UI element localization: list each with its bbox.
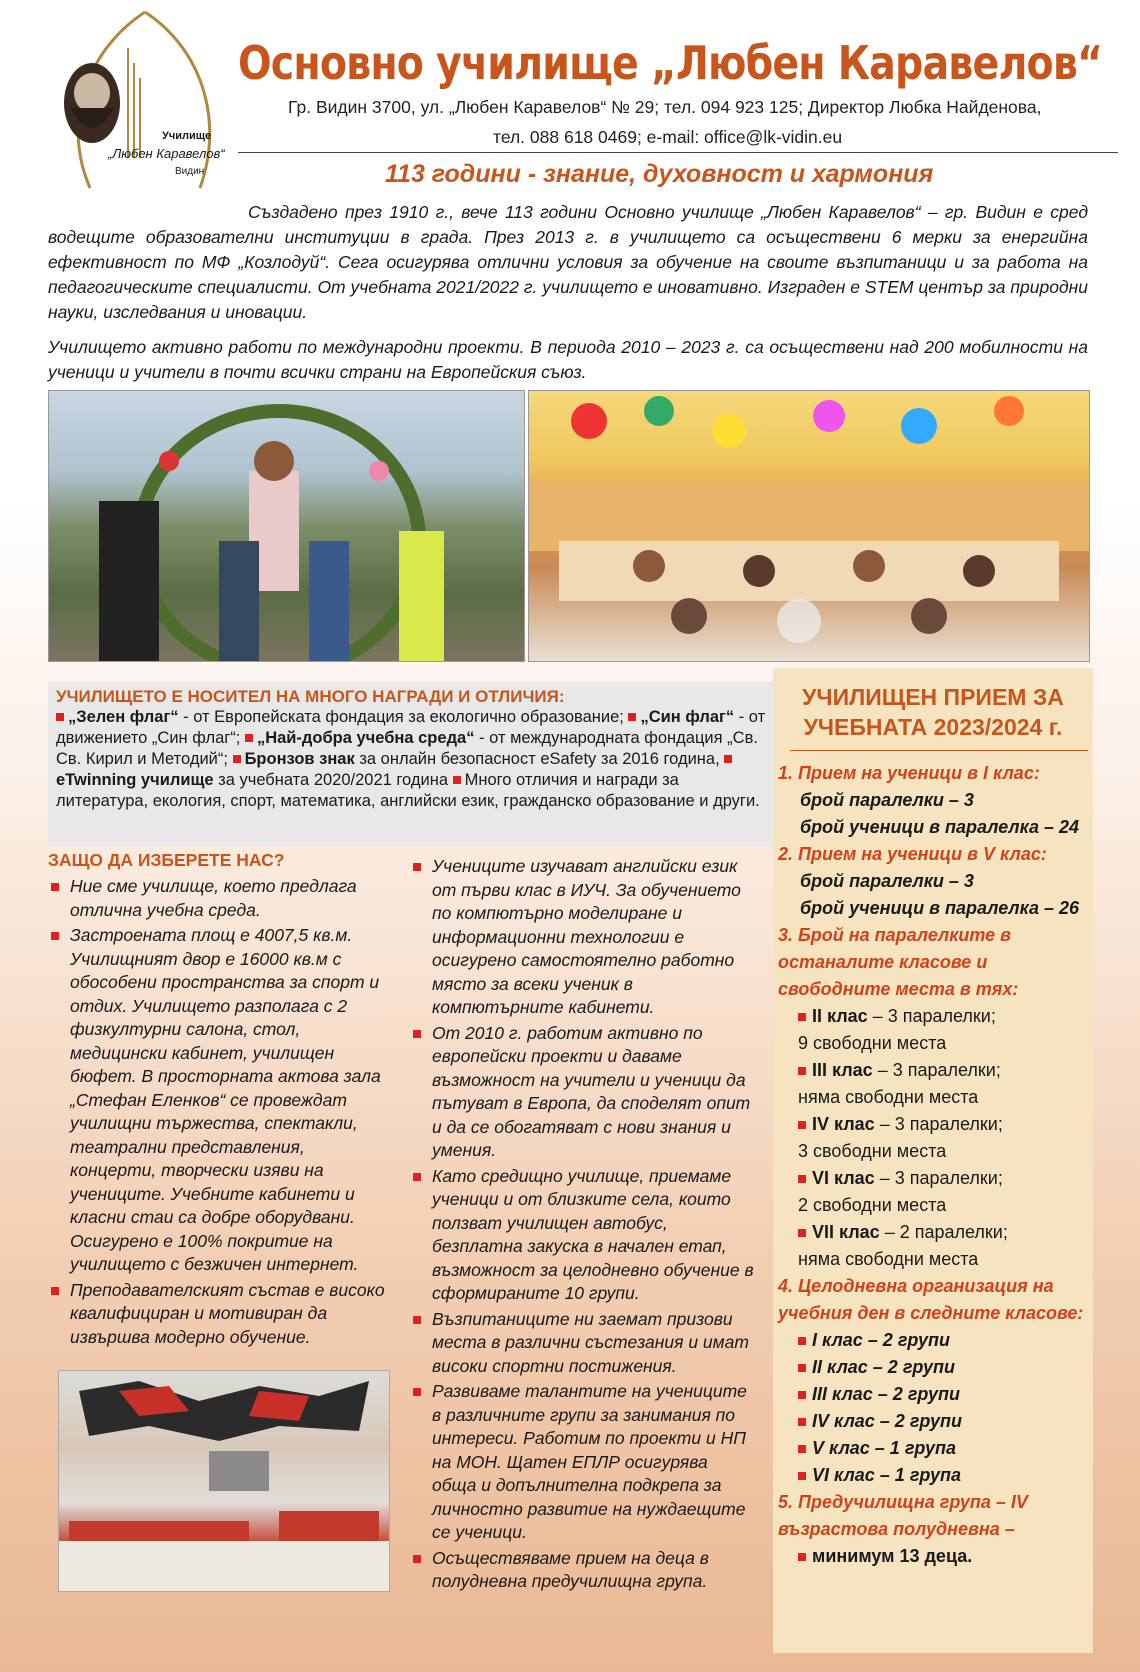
admission-title: УЧИЛИЩЕН ПРИЕМ ЗА УЧЕБНАТА 2023/2024 г. (802, 684, 1064, 740)
award-etwinning: eTwinning училище (56, 771, 214, 789)
bullet-icon (798, 1472, 806, 1480)
award-green-flag: „Зелен флаг“ (68, 708, 179, 726)
group-text: V клас – 1 група (812, 1438, 956, 1458)
class-row (778, 1003, 1088, 1057)
intro-paragraph-1: Създадено през 1910 г., вече 113 години Основно училище „Любен Каравелов“ – гр. Видин е сред водещите образователни институции в града. През 2013 г. в училището са осъществени 6 мерки за енергийна ефективност по МФ „Козлодуй“. Сега осигурява отлични условия за обучение на своите възпитаници и за работа на педагогическите специалисти. От учебната 2021/2022 г. училището е иновативно. Изграден е STEM център за природни науки, изследвания и иновации. (48, 202, 1088, 322)
classroom-balloons-photo-icon (529, 391, 1089, 661)
why-us-column-2 (410, 855, 755, 1596)
bullet-icon (56, 713, 64, 721)
class-free-places: няма свободни места (798, 1249, 979, 1269)
group-text: IV клас – 2 групи (812, 1411, 962, 1431)
class-name: VII клас (812, 1222, 880, 1242)
photo-first-day-arch (48, 390, 525, 662)
bullet-icon (798, 1364, 806, 1372)
award-text: - от Европейската фондация за екологично образование; (178, 708, 629, 726)
awards-title: УЧИЛИЩЕТО Е НОСИТЕЛ НА МНОГО НАГРАДИ И ОТЛИЧИЯ: (56, 687, 565, 706)
why-us-item: Преподавателският състав е високо квалифициран и мотивиран да извършва модерно обучение. (48, 1279, 388, 1350)
admission-heading-2: 2. Прием на ученици в V клас: (778, 844, 1047, 864)
class-free-places: 2 свободни места (798, 1195, 947, 1215)
why-us-item: Застроената площ е 4007,5 кв.м. Училищният двор е 16000 кв.м с обособени пространства за спорт и отдих. Училището разполага с 2 физкултурни салона, стол, медицински кабинет, училищен бюфет. В просторната актова зала „Стефан Еленков“ се провеждат училищни тържества, спектакли, театрални представления, концерти, творчески изяви на учениците. Учебните кабинети и класни стаи са добре оборудвани. Осигурено е 100% покритие на училището с безжичен интернет. (48, 924, 388, 1277)
bullet-icon (453, 776, 461, 784)
why-us-title: ЗАЩО ДА ИЗБЕРЕТЕ НАС? (48, 850, 285, 870)
motto: 113 години - знание, духовност и хармония (385, 160, 934, 188)
address-line-2: тел. 088 618 0469; e-mail: office@lk-vidin.eu (493, 127, 843, 147)
why-us-item: Възпитаниците ни заемат призови места в различни състезания и имат високи спортни постижения. (410, 1308, 755, 1379)
logo-label-1: Училище (162, 130, 212, 142)
intro-text (48, 200, 1088, 395)
photo-stem-center (58, 1370, 390, 1592)
bullet-icon (233, 755, 241, 763)
why-us-item: От 2010 г. работим активно по европейски проекти и даваме възможност на учители и ученици да пътуват в Европа, да споделят опит и да се обогатяват с нови знания и умения. (410, 1022, 755, 1163)
class-name: IV клас (812, 1114, 875, 1134)
address-line-1: Гр. Видин 3700, ул. „Любен Каравелов“ № 29; тел. 094 923 125; Директор Любка Найденова, (288, 97, 1042, 117)
bullet-icon (798, 1013, 806, 1021)
group-row (778, 1462, 1088, 1489)
why-us-item: Ние сме училище, което предлага отлична учебна среда. (48, 875, 388, 922)
award-text: - от международната фондация „Св. Св. Кирил и Методий“; (56, 729, 758, 768)
why-us-item: Осъществяваме прием на деца в полудневна предучилищна група. (410, 1547, 755, 1594)
groups-list (778, 1327, 1088, 1489)
admission-line: брой ученици в паралелка – 26 (800, 898, 1080, 918)
class-info: – 2 паралелки; (879, 1222, 1008, 1242)
award-blue-flag: „Син флаг“ (640, 708, 735, 726)
group-row (778, 1327, 1088, 1354)
group-row (778, 1435, 1088, 1462)
bullet-icon (798, 1337, 806, 1345)
class-free-places: няма свободни места (798, 1087, 979, 1107)
award-best-environment: „Най-добра учебна среда“ (256, 729, 475, 747)
admission-line: брой паралелки – 3 (800, 790, 974, 810)
group-text: II клас – 2 групи (812, 1357, 955, 1377)
bullet-icon (798, 1418, 806, 1426)
admission-divider (790, 750, 1088, 751)
group-text: III клас – 2 групи (812, 1384, 960, 1404)
flower-arch-photo-icon (49, 391, 524, 661)
intro-paragraph-2: Училището активно работи по международни проекти. В периода 2010 – 2023 г. са осъществени над 200 мобилности на ученици и учители в почти всички страни на Европейския съюз. (48, 337, 1088, 382)
group-row (778, 1381, 1088, 1408)
admission-heading-5: 5. Предучилищна група – IV възрастова полудневна – (778, 1492, 1028, 1539)
classes-list (778, 1003, 1088, 1273)
admission-heading-4: 4. Целодневна организация на учебния ден в следните класове: (778, 1276, 1084, 1323)
logo-label-3: Видин (175, 166, 205, 177)
bullet-icon (798, 1229, 806, 1237)
admission-heading-1: 1. Прием на ученици в I клас: (778, 763, 1040, 783)
class-row (778, 1057, 1088, 1111)
class-name: II клас (812, 1006, 868, 1026)
bullet-icon (798, 1121, 806, 1129)
admission-line: брой ученици в паралелка – 24 (800, 817, 1080, 837)
admission-heading-3: 3. Брой на паралелките в останалите класове и свободните места в тях: (778, 925, 1019, 999)
class-row (778, 1165, 1088, 1219)
bullet-icon (798, 1445, 806, 1453)
admission-body (778, 760, 1088, 1570)
class-info: – 3 паралелки; (874, 1168, 1003, 1188)
class-name: III клас (812, 1060, 873, 1080)
class-row (778, 1219, 1088, 1273)
stem-lab-photo-icon (59, 1371, 389, 1591)
logo-emblem-icon (50, 8, 240, 208)
group-row (778, 1354, 1088, 1381)
bullet-icon (245, 734, 253, 742)
bullet-icon (798, 1067, 806, 1075)
bullet-icon (628, 713, 636, 721)
awards-text (56, 707, 771, 812)
class-free-places: 3 свободни места (798, 1141, 947, 1161)
class-info: – 3 паралелки; (867, 1006, 996, 1026)
bullet-icon (798, 1391, 806, 1399)
award-text: за онлайн безопасност eSafety за 2016 година, (354, 750, 725, 768)
logo-label-2: „Любен Каравелов“ (108, 146, 225, 161)
bullet-icon (798, 1553, 806, 1561)
page-title: Основно училище „Любен Каравелов“ (238, 36, 1103, 90)
why-us-item: Учениците изучават английски език от първи клас в ИУЧ. За обучението по компютърно моделиране и информационни технологии е осигурено самостоятелно работно място за всеки ученик в компютърните кабинети. (410, 855, 755, 1020)
school-logo (50, 8, 240, 208)
preschool-line (778, 1543, 1088, 1570)
class-name: VI клас (812, 1168, 875, 1188)
awards-section (48, 682, 777, 846)
group-text: VI клас – 1 група (812, 1465, 961, 1485)
group-row (778, 1408, 1088, 1435)
class-info: – 3 паралелки; (874, 1114, 1003, 1134)
why-us-item: Като средищно училище, приемаме ученици и от близките села, които ползват училищен автобус, безплатна закуска в начален етап, възможност за целодневно обучение в сформираните 10 групи. (410, 1165, 755, 1306)
why-us-column-1 (48, 875, 388, 1351)
award-text: за учебната 2020/2021 година (213, 771, 453, 789)
group-text: I клас – 2 групи (812, 1330, 950, 1350)
admission-line: брой паралелки – 3 (800, 871, 974, 891)
preschool-minimum: минимум 13 деца. (812, 1546, 973, 1566)
class-row (778, 1111, 1088, 1165)
class-free-places: 9 свободни места (798, 1033, 947, 1053)
why-us-item: Развиваме талантите на учениците в различните групи за занимания по интереси. Работим по проекти и НП на МОН. Щатен ЕПЛР осигурява обща и допълнителна подкрепа за личностно развитие на нуждаещите се ученици. (410, 1380, 755, 1545)
bullet-icon (724, 755, 732, 763)
photo-classroom (528, 390, 1090, 662)
class-info: – 3 паралелки; (872, 1060, 1001, 1080)
bullet-icon (798, 1175, 806, 1183)
award-bronze-sign: Бронзов знак (244, 750, 355, 768)
award-other: Много отличия и награди за литература, екология, спорт, математика, английски език, гражданско образование и други. (56, 771, 760, 810)
award-text: - от движението „Син флаг“; (56, 708, 766, 747)
header-divider (238, 152, 1118, 153)
